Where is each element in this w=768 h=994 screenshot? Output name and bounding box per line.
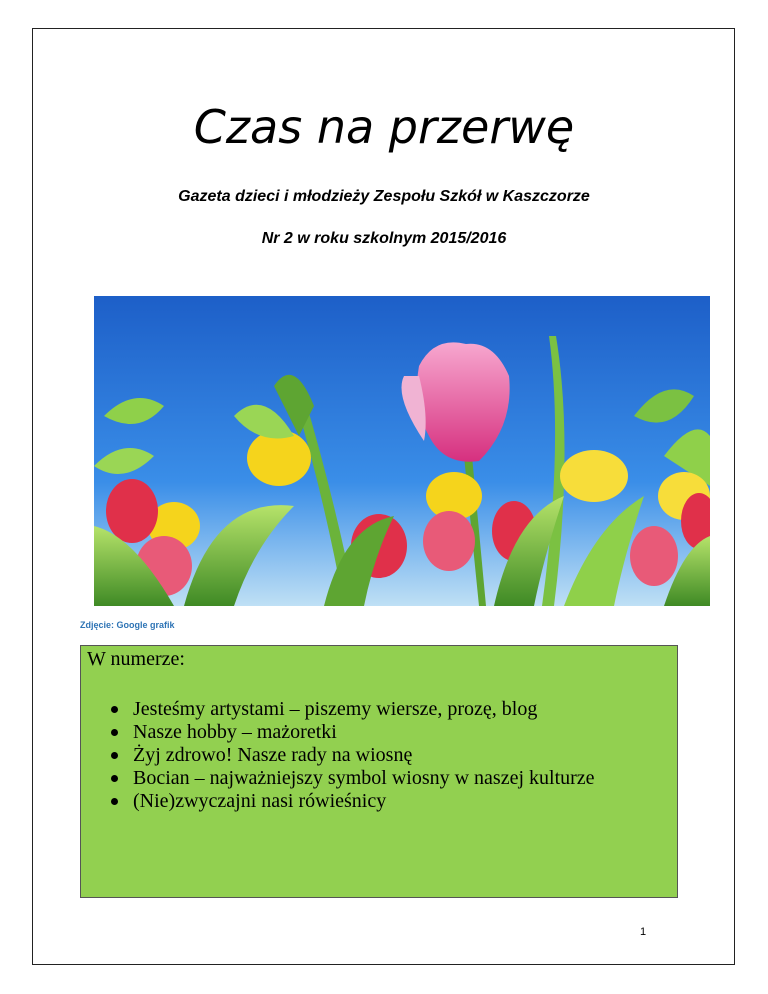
list-item: Nasze hobby – mażoretki [111,721,651,744]
issue-number: Nr 2 w roku szkolnym 2015/2016 [261,230,507,247]
list-item: (Nie)zwyczajni nasi rówieśnicy [111,790,651,813]
contents-list [111,698,651,813]
newspaper-subtitle: Gazeta dzieci i młodzieży Zespołu Szkół w Kaszczorze [178,188,590,205]
photo-caption: Zdjęcie: Google grafik [80,620,175,630]
list-item: Jesteśmy artystami – piszemy wiersze, prozę, blog [111,698,651,721]
list-item: Bocian – najważniejszy symbol wiosny w naszej kulturze [111,767,651,790]
tulips-image [94,296,710,606]
page-number: 1 [640,926,647,938]
contents-heading: W numerze: [87,648,185,670]
newspaper-title: Czas na przerwę [193,100,575,154]
list-item: Żyj zdrowo! Nasze rady na wiosnę [111,744,651,767]
contents-box [80,645,678,898]
